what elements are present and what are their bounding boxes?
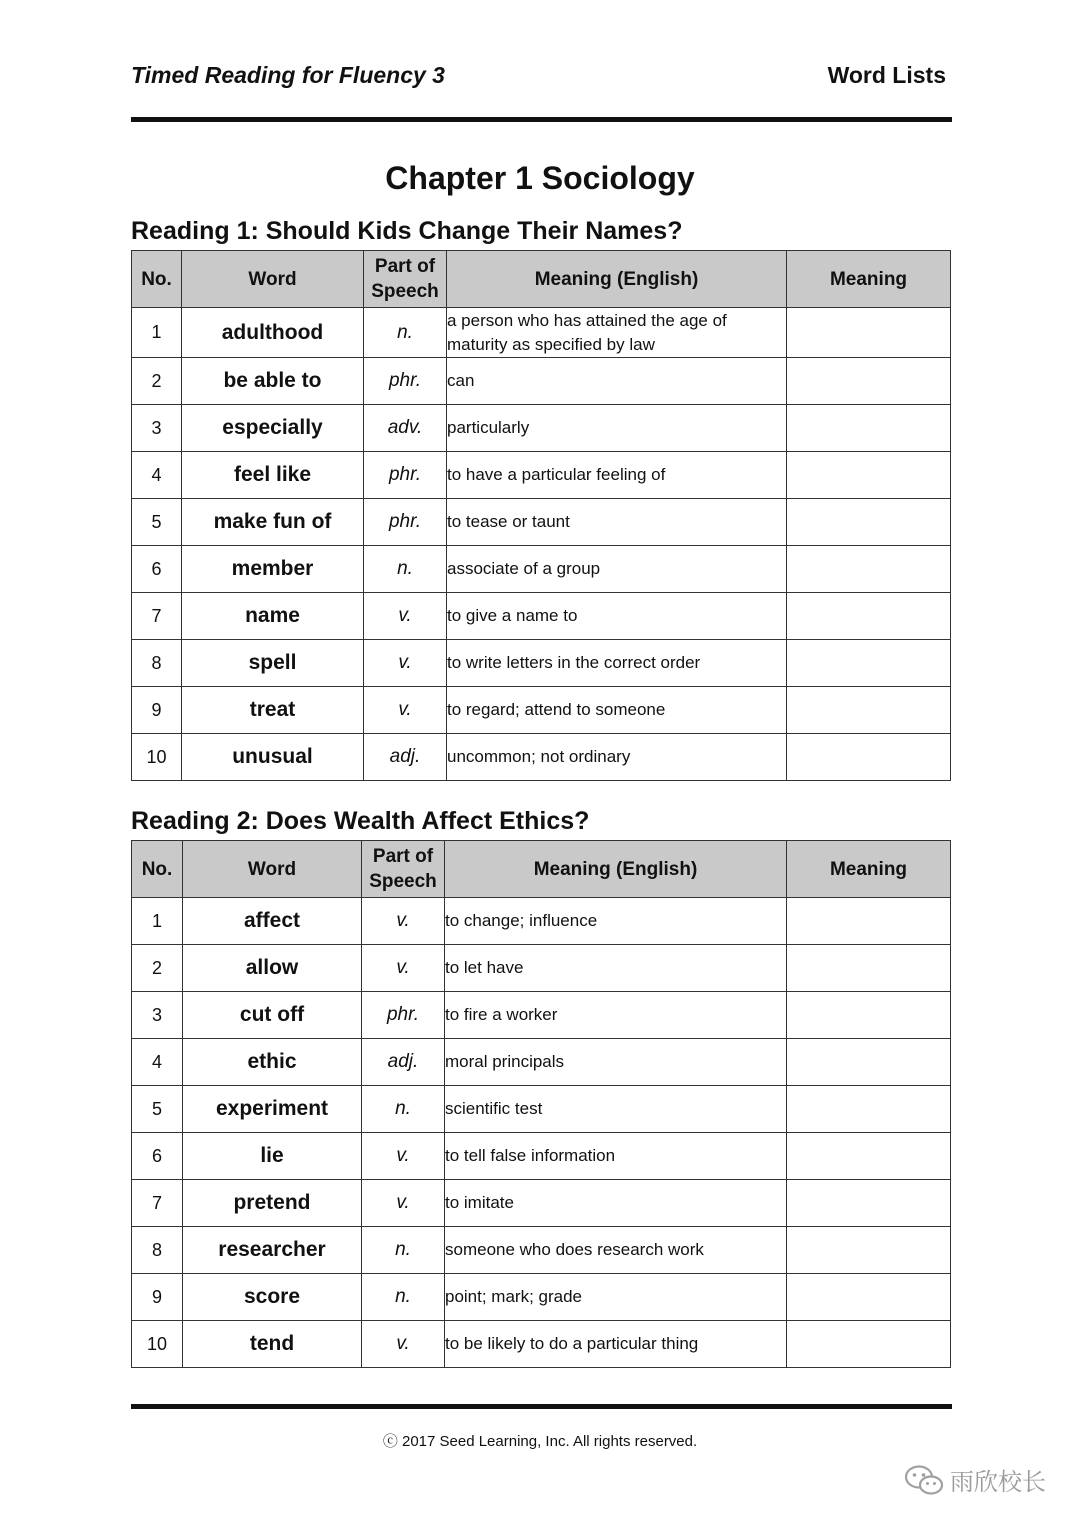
row-def: to imitate — [445, 1180, 787, 1227]
table-row — [132, 1133, 951, 1180]
row-def: to fire a worker — [445, 992, 787, 1039]
row-def: particularly — [447, 405, 787, 452]
row-def: to change; influence — [445, 898, 787, 945]
row-word: ethic — [183, 1039, 362, 1086]
row-no: 6 — [132, 546, 182, 593]
row-pos: v. — [362, 898, 445, 945]
row-word: tend — [183, 1321, 362, 1368]
table-row — [132, 1180, 951, 1227]
reading-1-table — [131, 250, 951, 781]
row-word: pretend — [183, 1180, 362, 1227]
row-def: to write letters in the correct order — [447, 640, 787, 687]
row-meaning-blank — [787, 546, 951, 593]
col-meaning: Meaning — [787, 841, 951, 898]
table-row — [132, 687, 951, 734]
row-meaning-blank — [787, 734, 951, 781]
row-def: to have a particular feeling of — [447, 452, 787, 499]
bottom-rule — [131, 1404, 952, 1409]
row-word: especially — [182, 405, 364, 452]
row-meaning-blank — [787, 898, 951, 945]
row-no: 8 — [132, 640, 182, 687]
col-word: Word — [183, 841, 362, 898]
table-row — [132, 546, 951, 593]
row-no: 4 — [132, 452, 182, 499]
row-word: cut off — [183, 992, 362, 1039]
row-pos: n. — [362, 1274, 445, 1321]
row-def: uncommon; not ordinary — [447, 734, 787, 781]
row-no: 6 — [132, 1133, 183, 1180]
row-meaning-blank — [787, 452, 951, 499]
table-header-row — [132, 251, 951, 308]
row-word: experiment — [183, 1086, 362, 1133]
row-no: 9 — [132, 1274, 183, 1321]
row-meaning-blank — [787, 1180, 951, 1227]
row-def: to be likely to do a particular thing — [445, 1321, 787, 1368]
watermark — [904, 1462, 1046, 1497]
row-pos: v. — [364, 687, 447, 734]
row-meaning-blank — [787, 1133, 951, 1180]
row-meaning-blank — [787, 1321, 951, 1368]
table-row — [132, 640, 951, 687]
row-word: lie — [183, 1133, 362, 1180]
row-def: to tell false information — [445, 1133, 787, 1180]
row-pos: phr. — [364, 452, 447, 499]
row-no: 10 — [132, 734, 182, 781]
row-meaning-blank — [787, 945, 951, 992]
row-no: 3 — [132, 992, 183, 1039]
row-no: 8 — [132, 1227, 183, 1274]
row-no: 3 — [132, 405, 182, 452]
col-pos: Part of Speech — [364, 251, 447, 308]
row-def: to give a name to — [447, 593, 787, 640]
row-pos: v. — [362, 945, 445, 992]
row-meaning-blank — [787, 499, 951, 546]
row-word: spell — [182, 640, 364, 687]
row-no: 10 — [132, 1321, 183, 1368]
col-word: Word — [182, 251, 364, 308]
reading-1-title: Reading 1: Should Kids Change Their Names? — [131, 217, 683, 245]
row-no: 7 — [132, 593, 182, 640]
row-pos: adv. — [364, 405, 447, 452]
row-pos: v. — [362, 1133, 445, 1180]
row-meaning-blank — [787, 405, 951, 452]
table-row — [132, 452, 951, 499]
row-no: 9 — [132, 687, 182, 734]
col-no: No. — [132, 251, 182, 308]
table-row — [132, 358, 951, 405]
row-word: name — [182, 593, 364, 640]
row-pos: adj. — [362, 1039, 445, 1086]
copyright-footer: ⓒ 2017 Seed Learning, Inc. All rights reserved. — [382, 1433, 698, 1450]
table-row — [132, 1039, 951, 1086]
row-pos: n. — [364, 546, 447, 593]
row-pos: v. — [364, 640, 447, 687]
row-meaning-blank — [787, 593, 951, 640]
row-pos: v. — [364, 593, 447, 640]
row-no: 5 — [132, 1086, 183, 1133]
row-def: point; mark; grade — [445, 1274, 787, 1321]
row-word: researcher — [183, 1227, 362, 1274]
row-meaning-blank — [787, 1274, 951, 1321]
row-meaning-blank — [787, 308, 951, 358]
row-pos: adj. — [364, 734, 447, 781]
row-no: 2 — [132, 945, 183, 992]
row-word: affect — [183, 898, 362, 945]
row-pos: n. — [362, 1086, 445, 1133]
row-pos: n. — [362, 1227, 445, 1274]
reading-2-title: Reading 2: Does Wealth Affect Ethics? — [131, 807, 590, 835]
reading-2-table — [131, 840, 951, 1368]
table-row — [132, 1274, 951, 1321]
table-header-row — [132, 841, 951, 898]
row-def: a person who has attained the age of maturity as specified by law — [447, 308, 787, 358]
row-no: 4 — [132, 1039, 183, 1086]
row-word: member — [182, 546, 364, 593]
row-def: to tease or taunt — [447, 499, 787, 546]
col-no: No. — [132, 841, 183, 898]
table-row — [132, 734, 951, 781]
row-word: adulthood — [182, 308, 364, 358]
table-row — [132, 945, 951, 992]
table-row — [132, 992, 951, 1039]
row-no: 2 — [132, 358, 182, 405]
chapter-title: Chapter 1 Sociology — [385, 160, 695, 196]
watermark-text: 雨欣校长 — [950, 1469, 1046, 1496]
book-title: Timed Reading for Fluency 3 — [131, 62, 445, 88]
row-def: to regard; attend to someone — [447, 687, 787, 734]
row-def: moral principals — [445, 1039, 787, 1086]
row-meaning-blank — [787, 992, 951, 1039]
row-meaning-blank — [787, 687, 951, 734]
row-meaning-blank — [787, 358, 951, 405]
row-def: associate of a group — [447, 546, 787, 593]
table-row — [132, 499, 951, 546]
row-no: 5 — [132, 499, 182, 546]
top-rule — [131, 117, 952, 122]
table-row — [132, 405, 951, 452]
row-def: scientific test — [445, 1086, 787, 1133]
row-pos: n. — [364, 308, 447, 358]
row-pos: phr. — [364, 499, 447, 546]
row-no: 1 — [132, 308, 182, 358]
row-pos: v. — [362, 1180, 445, 1227]
row-word: treat — [182, 687, 364, 734]
row-word: unusual — [182, 734, 364, 781]
row-def: to let have — [445, 945, 787, 992]
row-pos: phr. — [364, 358, 447, 405]
row-word: allow — [183, 945, 362, 992]
table-row — [132, 1227, 951, 1274]
row-meaning-blank — [787, 640, 951, 687]
table-row — [132, 1086, 951, 1133]
wechat-icon — [904, 1464, 944, 1496]
row-word: score — [183, 1274, 362, 1321]
row-pos: v. — [362, 1321, 445, 1368]
table-row — [132, 308, 951, 358]
table-row — [132, 593, 951, 640]
row-no: 1 — [132, 898, 183, 945]
row-def: someone who does research work — [445, 1227, 787, 1274]
row-word: be able to — [182, 358, 364, 405]
section-label: Word Lists — [827, 62, 946, 88]
row-meaning-blank — [787, 1227, 951, 1274]
col-meaning: Meaning — [787, 251, 951, 308]
col-meaning-english: Meaning (English) — [447, 251, 787, 308]
table-row — [132, 1321, 951, 1368]
col-pos: Part of Speech — [362, 841, 445, 898]
col-meaning-english: Meaning (English) — [445, 841, 787, 898]
table-row — [132, 898, 951, 945]
row-meaning-blank — [787, 1086, 951, 1133]
row-no: 7 — [132, 1180, 183, 1227]
row-word: make fun of — [182, 499, 364, 546]
row-def: can — [447, 358, 787, 405]
row-meaning-blank — [787, 1039, 951, 1086]
row-pos: phr. — [362, 992, 445, 1039]
row-word: feel like — [182, 452, 364, 499]
